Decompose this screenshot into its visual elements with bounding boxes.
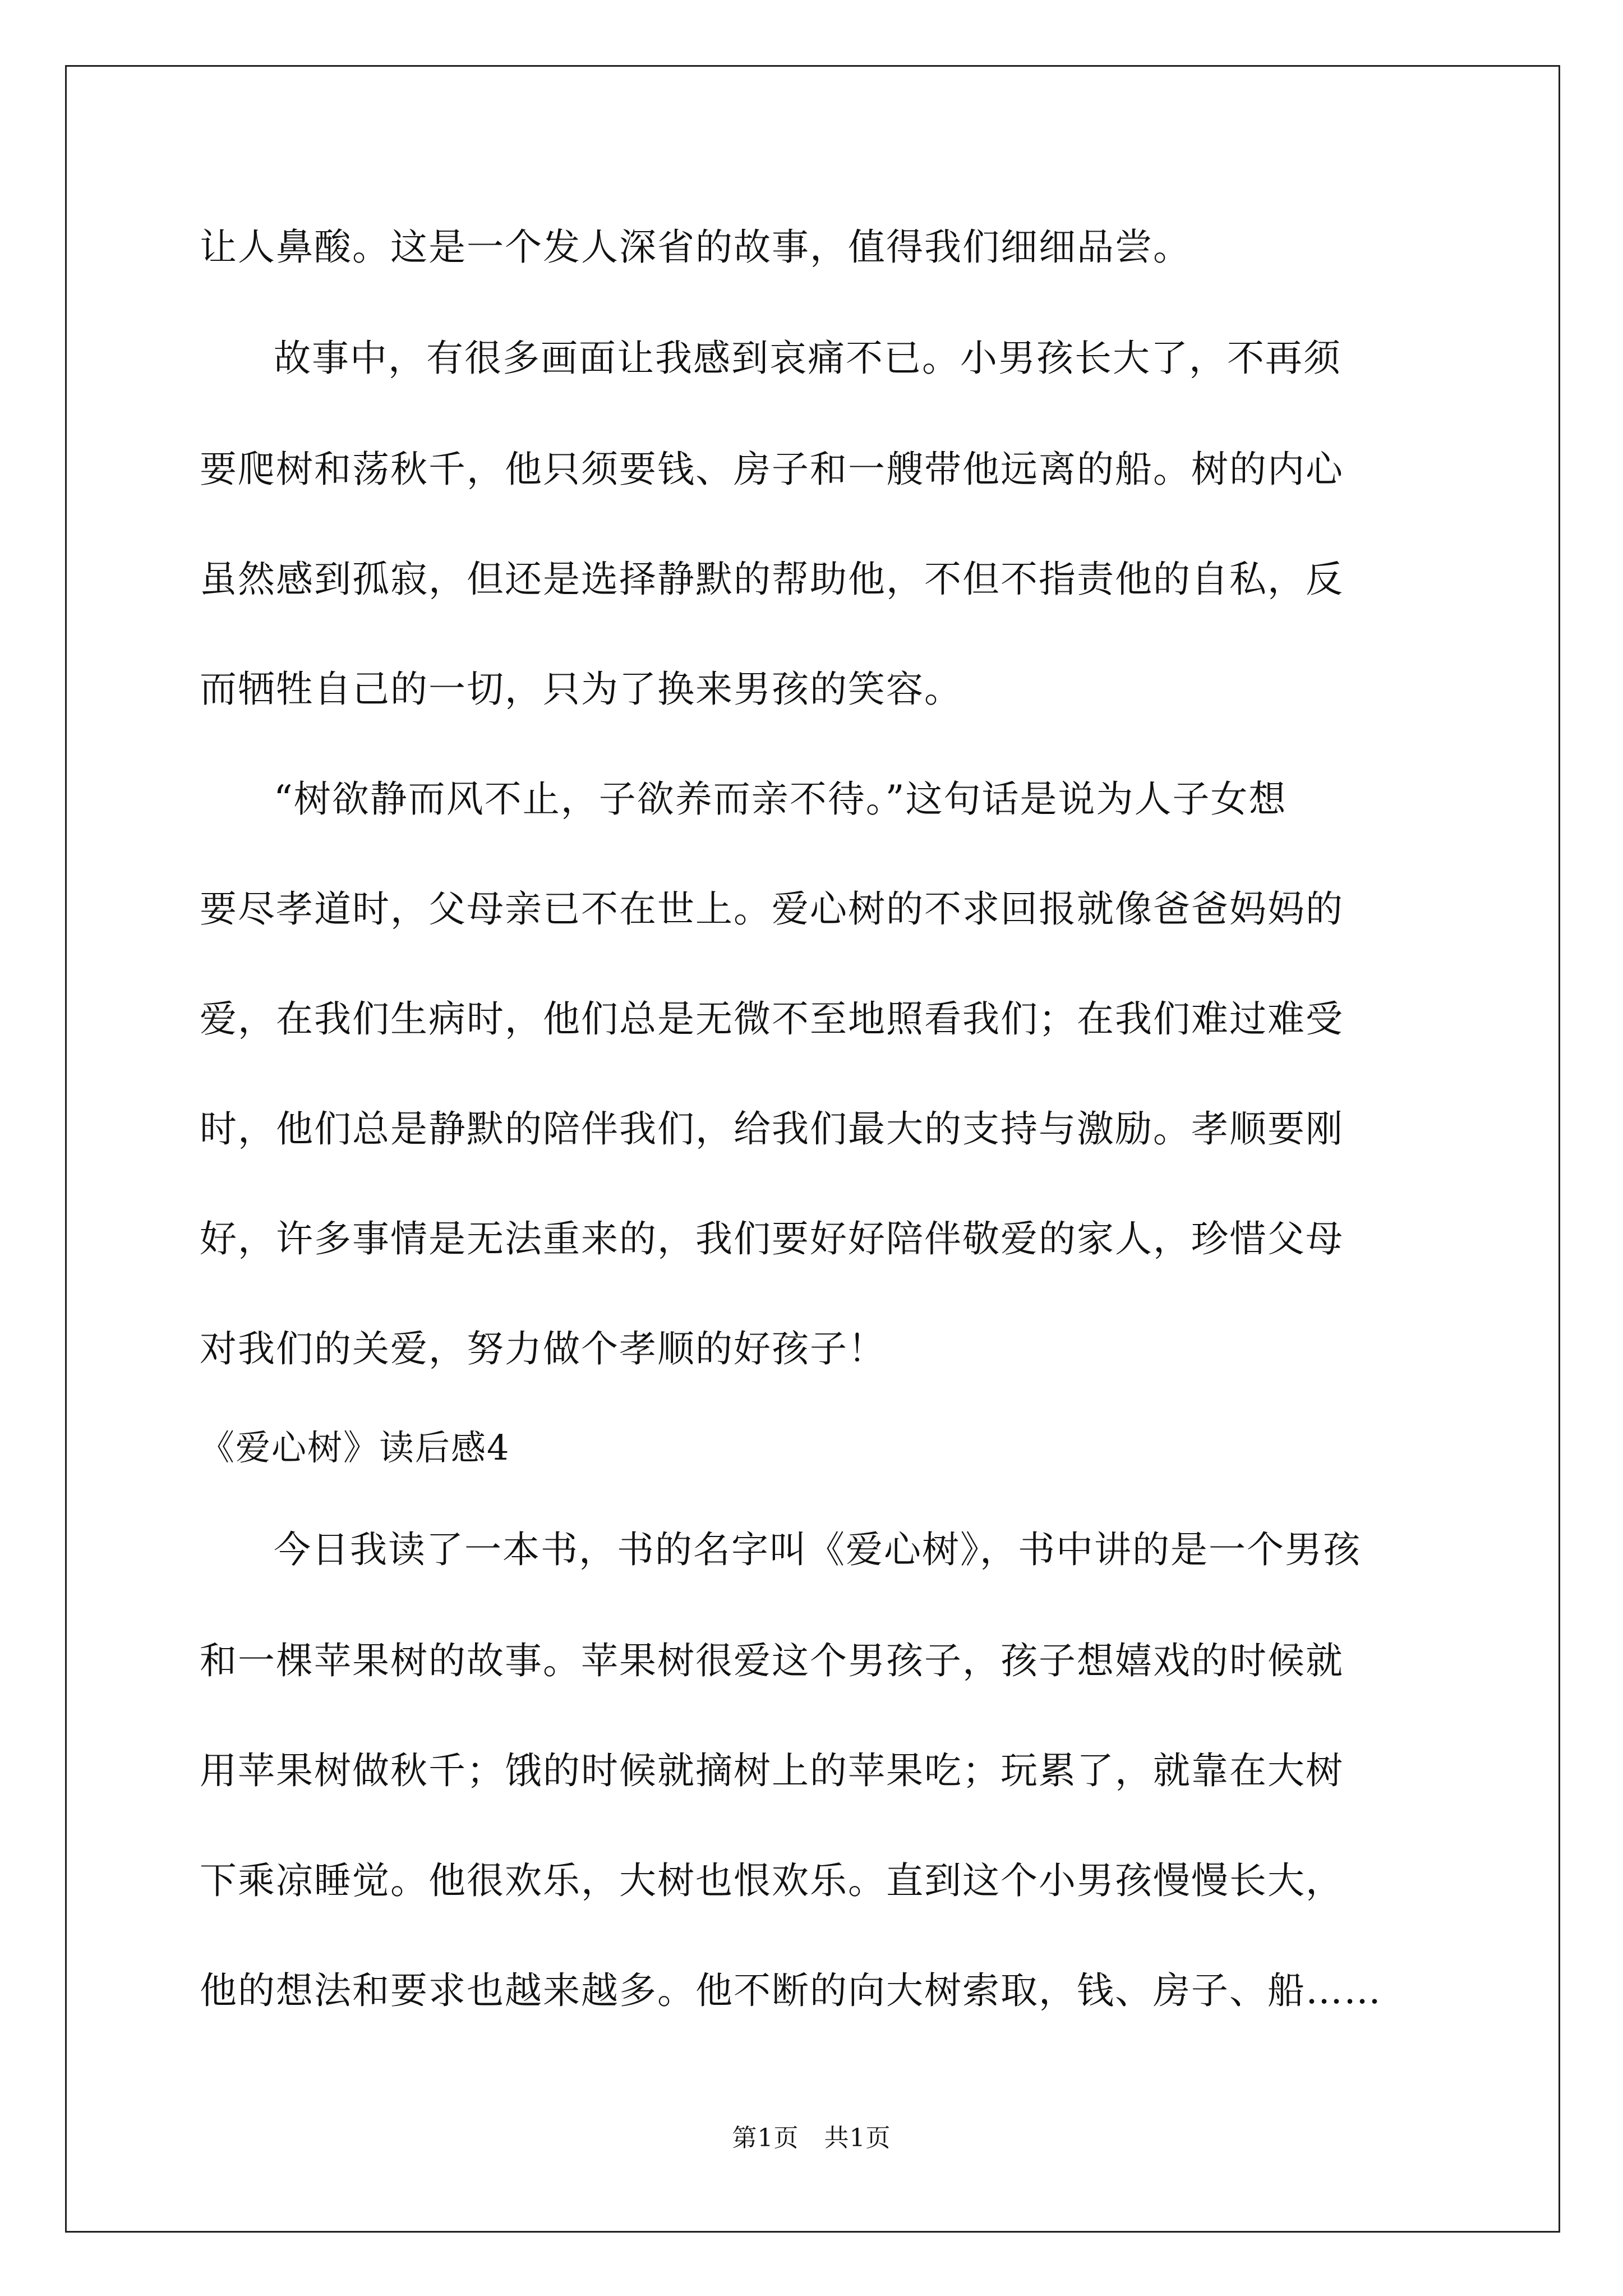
paragraph-line: 故事中，有很多画面让我感到哀痛不已。小男孩长大了，不再须 [274,337,1341,380]
paragraph-line: 爱，在我们生病时，他们总是无微不至地照看我们；在我们难过难受 [200,997,1344,1041]
paragraph-line: 时，他们总是静默的陪伴我们，给我们最大的支持与激励。孝顺要刚 [200,1107,1344,1151]
paragraph-line: 让人鼻酸。这是一个发人深省的故事，值得我们细细品尝。 [200,226,1191,269]
paragraph-line: 和一棵苹果树的故事。苹果树很爱这个男孩子，孩子想嬉戏的时候就 [200,1639,1344,1682]
paragraph-line: 虽然感到孤寂，但还是选择静默的帮助他，不但不指责他的自私，反 [200,558,1344,601]
paragraph-line: “树欲静而风不止，子欲养而亲不待。”这句话是说为人子女想 [274,777,1287,821]
paragraph-line: 好，许多事情是无法重来的，我们要好好陪伴敬爱的家人，珍惜父母 [200,1217,1344,1260]
paragraph-line: 他的想法和要求也越来越多。他不断的向大树索取，钱、房子、船…… [200,1969,1382,2012]
paragraph-line: 下乘凉睡觉。他很欢乐，大树也恨欢乐。直到这个小男孩慢慢长大， [200,1859,1344,1902]
paragraph-line: 而牺牲自己的一切，只为了换来男孩的笑容。 [200,668,962,711]
paragraph-line: 对我们的关爱，努力做个孝顺的好孩子！ [200,1327,886,1370]
section-heading: 《爱心树》读后感4 [200,1427,510,1468]
paragraph-line: 用苹果树做秋千；饿的时候就摘树上的苹果吃；玩累了，就靠在大树 [200,1749,1344,1792]
paragraph-line: 要尽孝道时，父母亲已不在世上。爱心树的不求回报就像爸爸妈妈的 [200,887,1344,931]
paragraph-line: 今日我读了一本书，书的名字叫《爱心树》，书中讲的是一个男孩 [274,1528,1361,1571]
page-footer: 第1页 共1页 [732,2124,891,2152]
paragraph-line: 要爬树和荡秋千，他只须要钱、房子和一艘带他远离的船。树的内心 [200,448,1344,491]
